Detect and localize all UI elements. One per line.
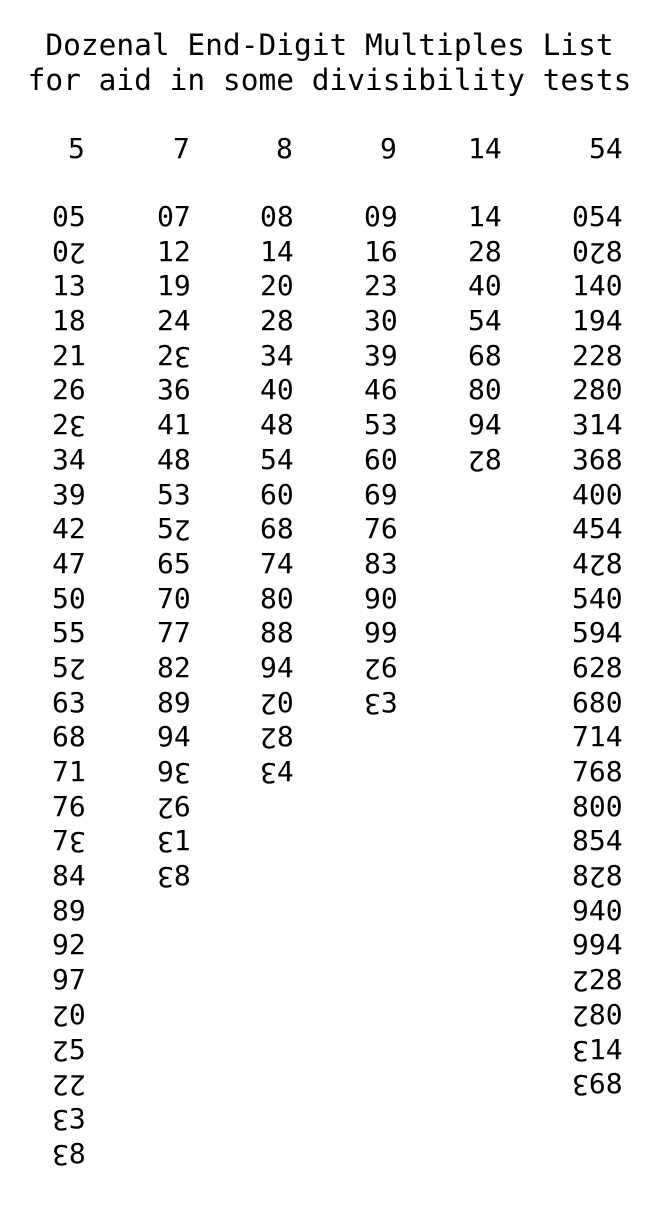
multiple-value: 228	[572, 338, 623, 372]
multiple-value: 23	[157, 338, 191, 374]
multiple-value: 52	[157, 512, 191, 547]
multiples-list	[260, 200, 294, 790]
multiple-value: 99	[364, 616, 398, 650]
multiple-value: 540	[572, 581, 623, 615]
multiple-value: 23	[364, 269, 398, 303]
multiple-value: 368	[572, 1067, 623, 1102]
column-7	[157, 132, 191, 894]
multiple-value: 46	[364, 373, 398, 407]
column-header: 7	[173, 132, 190, 165]
multiples-list	[572, 200, 623, 1102]
multiple-value: 28	[260, 304, 294, 338]
multiples-list	[157, 200, 191, 894]
multiple-value: 400	[572, 477, 623, 511]
multiple-value: 90	[364, 581, 398, 615]
multiple-value: 28	[260, 720, 294, 756]
multiple-value: 13	[52, 269, 86, 303]
multiple-value: 53	[157, 477, 191, 511]
multiple-value: 714	[572, 720, 623, 754]
multiple-value: 31	[157, 824, 191, 860]
multiple-value: 368	[572, 442, 623, 476]
multiple-value: 30	[364, 304, 398, 338]
multiple-value: 70	[157, 581, 191, 615]
multiple-value: 40	[260, 373, 294, 407]
column-5	[52, 132, 86, 1172]
multiple-value: 854	[572, 824, 623, 858]
multiple-value: 09	[364, 200, 398, 233]
multiple-value: 20	[52, 997, 86, 1033]
multiple-value: 14	[260, 234, 294, 268]
multiple-value: 28	[468, 234, 502, 268]
multiple-value: 33	[364, 685, 398, 721]
column-8	[260, 132, 294, 790]
multiple-value: 594	[572, 616, 623, 650]
multiple-value: 52	[52, 650, 86, 686]
multiple-value: 60	[260, 477, 294, 511]
multiple-value: 48	[260, 408, 294, 442]
column-14	[468, 132, 502, 478]
multiple-value: 454	[572, 512, 623, 546]
multiples-list	[468, 200, 502, 478]
multiple-value: 28	[468, 442, 502, 478]
multiple-value: 68	[260, 512, 294, 546]
multiple-value: 71	[52, 755, 86, 788]
multiple-value: 74	[260, 546, 294, 580]
multiple-value: 054	[572, 200, 623, 233]
multiple-value: 42	[52, 512, 86, 546]
multiple-value: 80	[260, 581, 294, 615]
multiple-value: 680	[572, 685, 623, 719]
multiple-value: 88	[260, 616, 294, 650]
multiple-value: 92	[52, 928, 86, 962]
multiple-value: 38	[157, 859, 191, 894]
multiple-value: 05	[52, 200, 86, 233]
multiple-value: 97	[52, 963, 86, 997]
multiple-value: 23	[52, 408, 86, 443]
multiple-value: 68	[468, 338, 502, 372]
multiple-value: 16	[364, 234, 398, 268]
multiple-value: 280	[572, 997, 623, 1033]
multiple-value: 34	[260, 755, 294, 790]
multiple-value: 228	[572, 963, 623, 998]
multiple-value: 194	[572, 304, 623, 338]
multiple-value: 53	[364, 408, 398, 442]
column-header: 14	[468, 132, 502, 165]
multiple-value: 55	[52, 616, 86, 650]
multiple-value: 39	[364, 338, 398, 372]
multiple-value: 140	[572, 269, 623, 303]
multiple-value: 80	[468, 373, 502, 407]
multiple-value: 50	[52, 581, 86, 615]
multiple-value: 39	[52, 477, 86, 511]
multiple-value: 77	[157, 616, 191, 650]
multiple-value: 34	[260, 338, 294, 372]
column-header: 54	[589, 132, 623, 165]
multiple-value: 21	[52, 338, 86, 372]
multiple-value: 94	[260, 650, 294, 684]
multiple-value: 24	[157, 304, 191, 338]
multiple-value: 07	[157, 200, 191, 233]
multiple-value: 22	[52, 1068, 86, 1102]
multiple-value: 94	[468, 408, 502, 442]
title-line-2: for aid in some divisibility tests	[27, 63, 632, 97]
multiple-value: 38	[52, 1136, 86, 1172]
multiple-value: 18	[52, 304, 86, 338]
multiple-value: 33	[52, 1101, 86, 1137]
multiple-value: 63	[52, 685, 86, 719]
multiple-value: 47	[52, 546, 86, 580]
multiple-value: 19	[157, 269, 191, 303]
multiple-value: 02	[52, 234, 86, 270]
multiple-value: 800	[572, 789, 623, 823]
multiple-value: 60	[364, 442, 398, 476]
multiple-value: 314	[572, 408, 623, 442]
multiple-value: 89	[157, 685, 191, 719]
multiple-value: 428	[572, 546, 623, 582]
multiple-value: 14	[468, 200, 502, 233]
multiple-value: 48	[157, 442, 191, 476]
multiple-value: 73	[52, 824, 86, 860]
multiple-value: 26	[157, 789, 191, 825]
multiple-value: 83	[364, 546, 398, 580]
multiple-value: 93	[157, 755, 191, 790]
multiple-value: 84	[52, 859, 86, 893]
multiple-value: 68	[52, 720, 86, 754]
multiple-value: 20	[260, 685, 294, 721]
multiple-value: 940	[572, 893, 623, 927]
multiple-value: 40	[468, 269, 502, 303]
column-9	[364, 132, 398, 721]
multiple-value: 89	[52, 893, 86, 927]
multiple-value: 994	[572, 928, 623, 962]
multiple-value: 54	[260, 442, 294, 476]
multiple-value: 76	[52, 789, 86, 823]
multiple-value: 028	[572, 234, 623, 270]
multiple-value: 280	[572, 373, 623, 407]
multiple-value: 69	[364, 477, 398, 511]
multiple-value: 628	[572, 650, 623, 684]
title-line-1: Dozenal End-Digit Multiples List	[45, 28, 614, 62]
column-header: 8	[276, 132, 293, 165]
multiple-value: 34	[52, 442, 86, 476]
column-54	[572, 132, 623, 1102]
multiple-value: 36	[157, 373, 191, 407]
multiples-list	[52, 200, 86, 1171]
multiple-value: 54	[468, 304, 502, 338]
multiples-list	[364, 200, 398, 720]
column-header: 5	[68, 132, 85, 165]
multiple-value: 94	[157, 720, 191, 754]
multiple-value: 26	[364, 650, 398, 686]
multiple-value: 76	[364, 512, 398, 546]
multiple-value: 12	[157, 234, 191, 268]
multiple-value: 08	[260, 200, 294, 233]
multiple-value: 65	[157, 546, 191, 580]
multiple-value: 25	[52, 1032, 86, 1068]
multiple-value: 768	[572, 755, 623, 788]
multiple-value: 26	[52, 373, 86, 407]
multiple-value: 20	[260, 269, 294, 303]
multiple-value: 828	[572, 859, 623, 894]
multiple-value: 82	[157, 650, 191, 684]
column-header: 9	[380, 132, 397, 165]
multiple-value: 314	[572, 1032, 623, 1068]
multiple-value: 41	[157, 408, 191, 442]
